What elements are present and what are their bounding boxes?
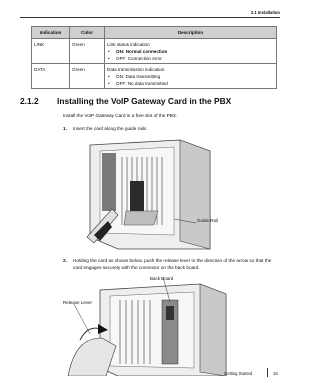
footer-text: Getting Started bbox=[224, 371, 253, 376]
column-header-color: Color bbox=[70, 27, 105, 39]
description-title: Link status indication bbox=[107, 41, 150, 47]
indicator-table bbox=[31, 26, 277, 89]
section-number: 2.1.2 bbox=[20, 96, 39, 106]
column-header-indication: Indication bbox=[32, 27, 70, 39]
step-2 bbox=[63, 258, 281, 271]
table-row bbox=[32, 64, 277, 89]
step-number: 2. bbox=[63, 258, 67, 263]
description-cell bbox=[105, 39, 277, 64]
card-insertion-illustration bbox=[72, 137, 222, 252]
color-cell: Green bbox=[70, 64, 105, 89]
description-bullets bbox=[107, 73, 274, 87]
step-number: 1. bbox=[63, 126, 67, 131]
back-board-callout: Back Board bbox=[150, 276, 174, 281]
description-bullets bbox=[107, 48, 274, 62]
bullet-item: • OFF: No data transmitted bbox=[116, 80, 274, 87]
description-cell bbox=[105, 64, 277, 89]
bullet-item: • OFF: Connection error bbox=[116, 55, 274, 62]
bullet-item: • ON: Data transmitting bbox=[116, 73, 274, 80]
bullet-item: • ON: Normal connection bbox=[116, 48, 274, 55]
section-heading bbox=[20, 96, 231, 106]
release-lever-callout: Release Lever bbox=[63, 300, 93, 305]
indication-cell: DATA bbox=[32, 64, 70, 89]
header-rule bbox=[20, 17, 280, 18]
indication-cell: LINK bbox=[32, 39, 70, 64]
intro-paragraph: Install the VoIP Gateway Card in a free slot of the PBX. bbox=[63, 113, 178, 118]
color-cell: Green bbox=[70, 39, 105, 64]
step-text: Holding the card as shown below, push the release lever in the direction of the arrow so that the card engages securely with the connector on the back board. bbox=[73, 258, 272, 270]
description-title: Data transmission indication bbox=[107, 66, 165, 72]
column-header-description: Description bbox=[105, 27, 277, 39]
guide-rail-callout: Guide Rail bbox=[197, 218, 219, 223]
section-title: Installing the VoIP Gateway Card in the PBX bbox=[57, 96, 232, 106]
table-header-row bbox=[32, 27, 277, 39]
step-text: Insert the card along the guide rails. bbox=[73, 126, 148, 131]
running-head: 2.1 Installation bbox=[250, 10, 280, 15]
release-lever-illustration bbox=[60, 276, 230, 376]
footer-divider bbox=[267, 368, 268, 377]
table-row bbox=[32, 39, 277, 64]
page-number: 15 bbox=[273, 371, 278, 376]
step-1 bbox=[63, 126, 283, 133]
